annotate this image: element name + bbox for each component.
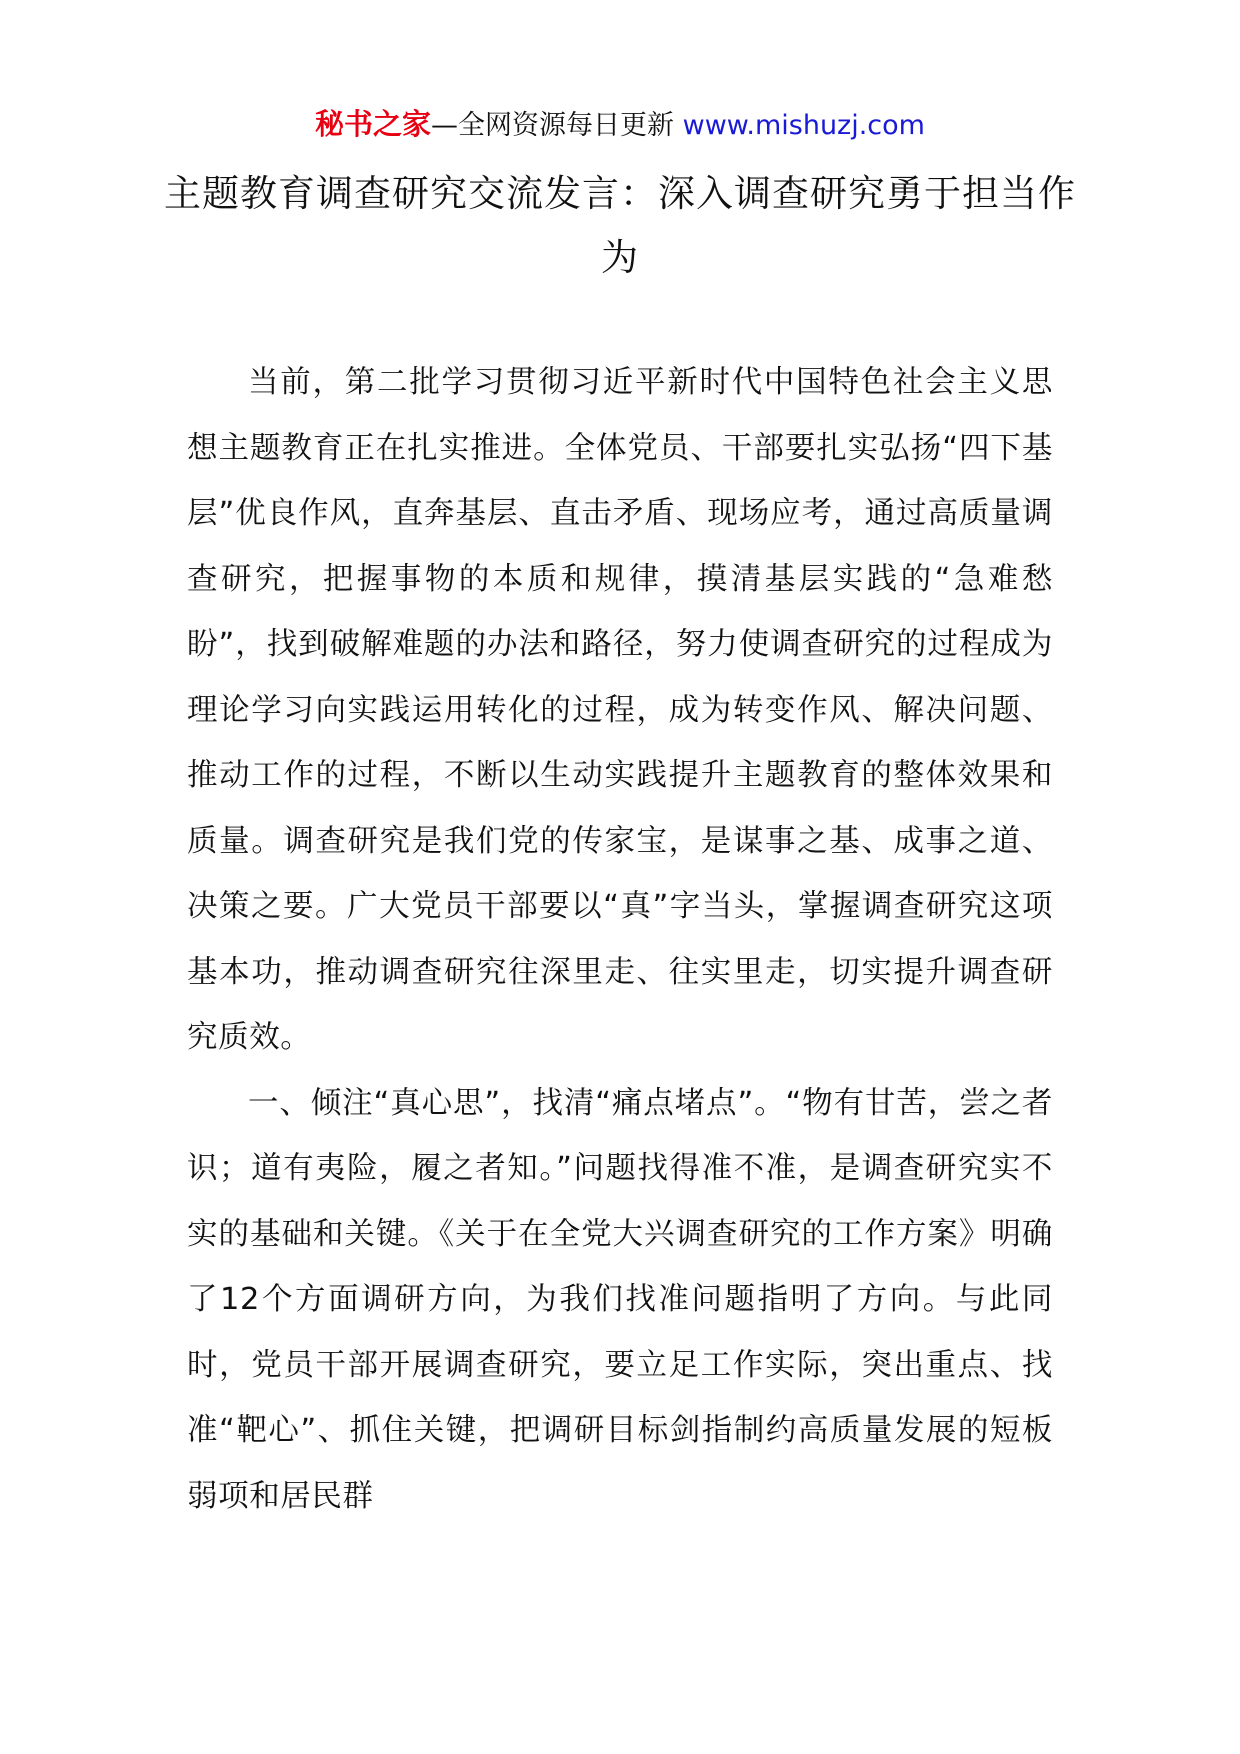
body-paragraph: 当前，第二批学习贯彻习近平新时代中国特色社会主义思想主题教育正在扎实推进。全体党员、干部要扎实弘扬“四下基层”优良作风，直奔基层、直击矛盾、现场应考，通过高质量调查研究，把握事物的本质和规律，摸清基层实践的“急难愁盼”，找到破解难题的办法和路径，努力使调查研究的过程成为理论学习向实践运用转化的过程，成为转变作风、解决问题、推动工作的过程，不断以生动实践提升主题教育的整体效果和质量。调查研究是我们党的传家宝，是谋事之基、成事之道、决策之要。广大党员干部要以“真”字当头，掌握调查研究这项基本功，推动调查研究往深里走、往实里走，切实提升调查研究质效。 [187, 365, 1053, 1055]
site-header [0, 104, 1240, 146]
site-tagline: —全网资源每日更新 [431, 110, 675, 141]
document-body [187, 350, 1053, 1529]
site-url-link[interactable]: www.mishuzj.com [682, 110, 925, 141]
site-name: 秘书之家 [315, 107, 432, 141]
body-paragraph: 一、倾注“真心思”，找清“痛点堵点”。“物有甘苦，尝之者识；道有夷险，履之者知。”问题找得准不准，是调查研究实不实的基础和关键。《关于在全党大兴调查研究的工作方案》明确了12个方面调研方向，为我们找准问题指明了方向。与此同时，党员干部开展调查研究，要立足工作实际，突出重点、找准“靶心”、抓住关键，把调研目标剑指制约高质量发展的短板弱项和居民群 [187, 1085, 1053, 1514]
document-title: 主题教育调查研究交流发言：深入调查研究勇于担当作为 [164, 172, 1076, 279]
